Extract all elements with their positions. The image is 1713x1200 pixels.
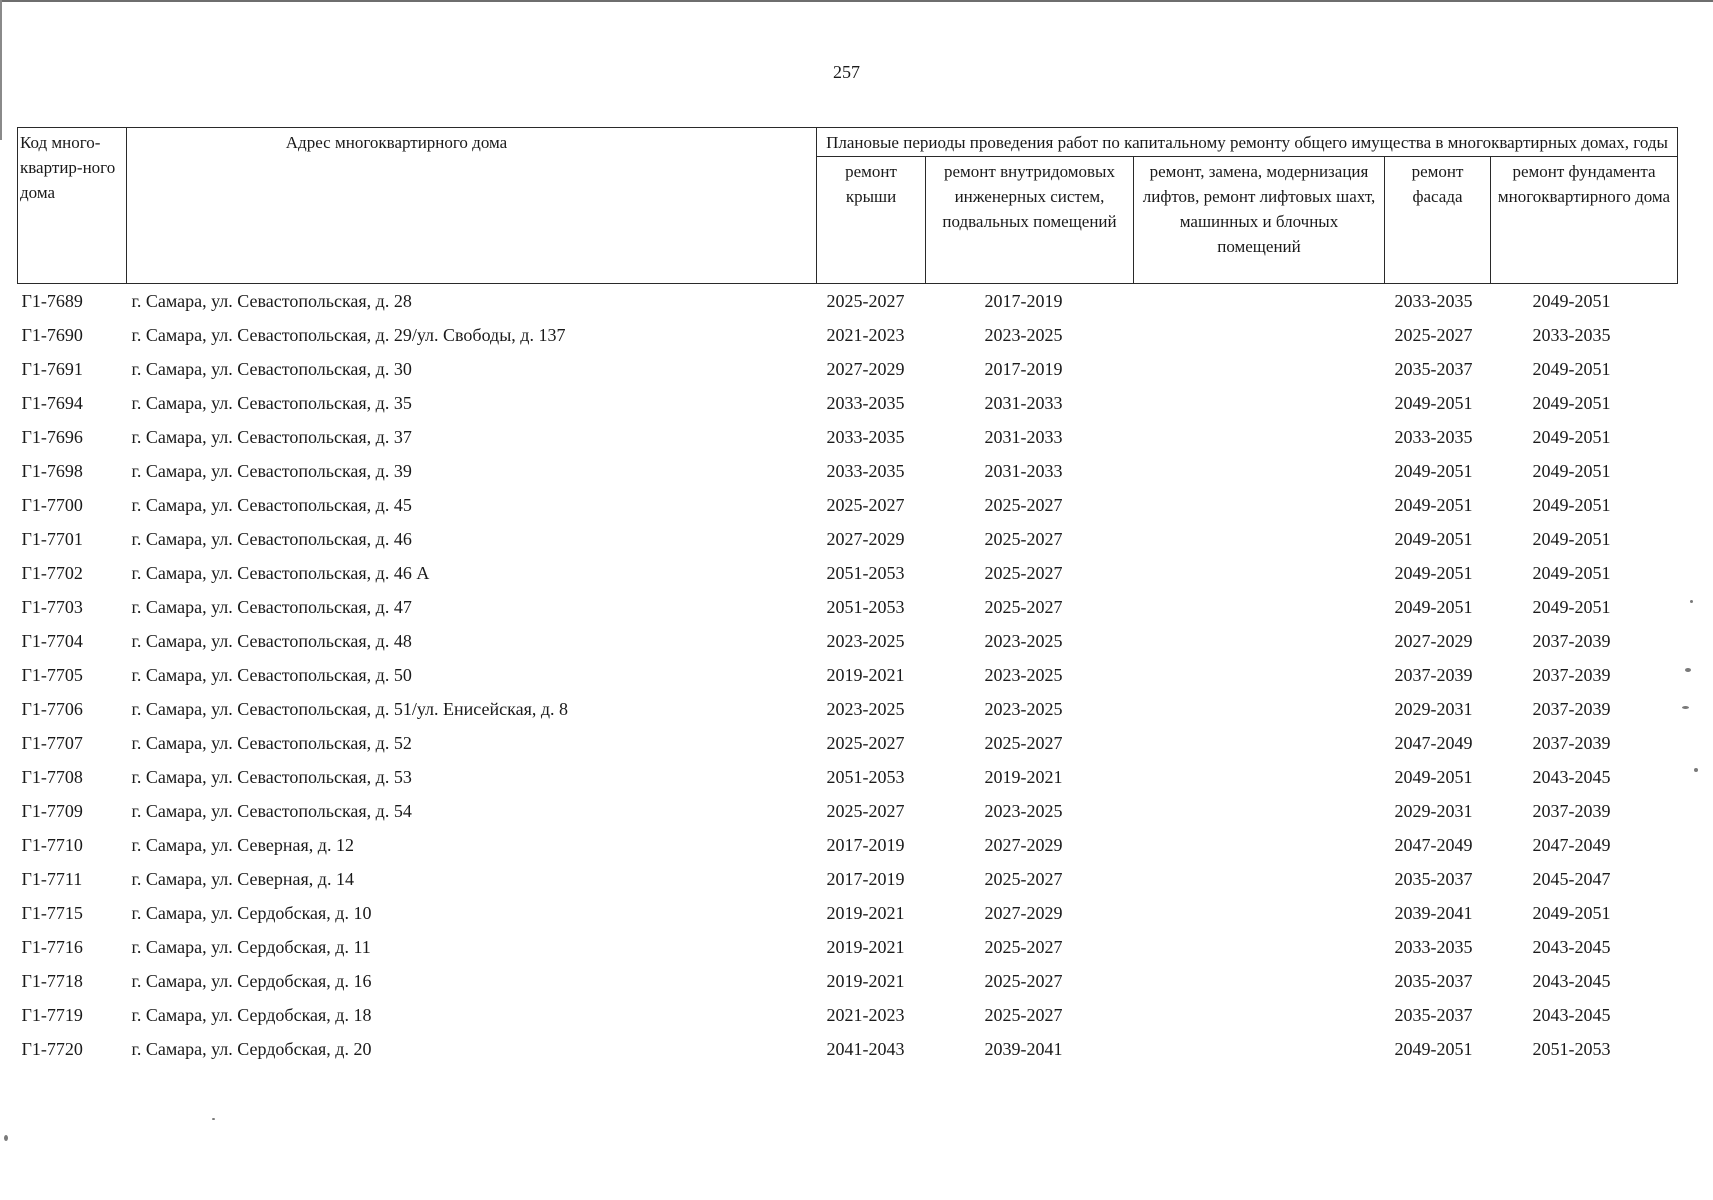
cell-foundation: 2049-2051: [1532, 494, 1611, 515]
cell-roof: 2019-2021: [826, 936, 905, 957]
cell-facade: 2029-2031: [1394, 800, 1473, 821]
cell-roof: 2019-2021: [826, 970, 905, 991]
cell-foundation: 2043-2045: [1532, 766, 1611, 787]
table-row: [18, 386, 1678, 420]
cell-elevators: [1134, 488, 1385, 522]
cell-foundation: 2049-2051: [1532, 290, 1611, 311]
cell-engineering: 2025-2027: [984, 868, 1063, 889]
cell-engineering: 2027-2029: [984, 834, 1063, 855]
cell-code: Г1-7720: [21, 1038, 83, 1059]
cell-engineering: 2031-2033: [984, 426, 1063, 447]
cell-elevators: [1134, 420, 1385, 454]
header-address: Адрес многоквартирного дома: [127, 128, 817, 284]
cell-code: Г1-7715: [21, 902, 83, 923]
cell-engineering: 2025-2027: [984, 970, 1063, 991]
cell-code: Г1-7702: [21, 562, 83, 583]
cell-facade: 2049-2051: [1394, 528, 1473, 549]
cell-facade: 2039-2041: [1394, 902, 1473, 923]
header-elevators: ремонт, замена, модернизация лифтов, ремонт лифтовых шахт, машинных и блочных помещений: [1134, 157, 1385, 284]
table-row: [18, 896, 1678, 930]
cell-facade: 2049-2051: [1394, 460, 1473, 481]
cell-address: г. Самара, ул. Сердобская, д. 20: [131, 1038, 372, 1059]
cell-elevators: [1134, 624, 1385, 658]
cell-engineering: 2025-2027: [984, 562, 1063, 583]
cell-roof: 2033-2035: [826, 426, 905, 447]
cell-code: Г1-7708: [21, 766, 83, 787]
cell-address: г. Самара, ул. Сердобская, д. 11: [131, 936, 371, 957]
cell-address: г. Самара, ул. Сердобская, д. 18: [131, 1004, 372, 1025]
page-left-border: [0, 0, 2, 140]
cell-address: г. Самара, ул. Севастопольская, д. 52: [131, 732, 412, 753]
table-row: [18, 454, 1678, 488]
table-row: [18, 352, 1678, 386]
cell-engineering: 2025-2027: [984, 528, 1063, 549]
cell-foundation: 2049-2051: [1532, 358, 1611, 379]
cell-code: Г1-7706: [21, 698, 83, 719]
cell-engineering: 2023-2025: [984, 698, 1063, 719]
cell-elevators: [1134, 318, 1385, 352]
table-row: [18, 930, 1678, 964]
cell-roof: 2027-2029: [826, 528, 905, 549]
header-roof: ремонт крыши: [817, 157, 926, 284]
cell-roof: 2051-2053: [826, 562, 905, 583]
scan-speck: [1690, 600, 1693, 603]
cell-elevators: [1134, 964, 1385, 998]
cell-elevators: [1134, 454, 1385, 488]
cell-code: Г1-7704: [21, 630, 83, 651]
cell-elevators: [1134, 284, 1385, 319]
cell-elevators: [1134, 352, 1385, 386]
cell-facade: 2027-2029: [1394, 630, 1473, 651]
header-engineering: ремонт внутридомовых инженерных систем, подвальных помещений: [926, 157, 1134, 284]
cell-roof: 2051-2053: [826, 766, 905, 787]
cell-foundation: 2049-2051: [1532, 528, 1611, 549]
table-row: [18, 862, 1678, 896]
cell-address: г. Самара, ул. Севастопольская, д. 29/ул. Свободы, д. 137: [131, 324, 566, 345]
cell-facade: 2049-2051: [1394, 1038, 1473, 1059]
cell-roof: 2027-2029: [826, 358, 905, 379]
scan-speck: [4, 1135, 8, 1141]
scan-speck: [1694, 768, 1698, 772]
cell-elevators: [1134, 692, 1385, 726]
cell-foundation: 2037-2039: [1532, 732, 1611, 753]
cell-address: г. Самара, ул. Севастопольская, д. 46 А: [131, 562, 430, 583]
cell-address: г. Самара, ул. Сердобская, д. 10: [131, 902, 372, 923]
cell-engineering: 2031-2033: [984, 392, 1063, 413]
cell-engineering: 2025-2027: [984, 494, 1063, 515]
table-row: [18, 1032, 1678, 1066]
cell-facade: 2049-2051: [1394, 494, 1473, 515]
cell-address: г. Самара, ул. Севастопольская, д. 51/ул. Енисейская, д. 8: [131, 698, 569, 719]
table-row: [18, 692, 1678, 726]
cell-facade: 2037-2039: [1394, 664, 1473, 685]
cell-elevators: [1134, 896, 1385, 930]
cell-foundation: 2049-2051: [1532, 562, 1611, 583]
cell-address: г. Самара, ул. Севастопольская, д. 30: [131, 358, 412, 379]
cell-engineering: 2017-2019: [984, 358, 1063, 379]
cell-code: Г1-7703: [21, 596, 83, 617]
cell-engineering: 2023-2025: [984, 800, 1063, 821]
cell-facade: 2049-2051: [1394, 392, 1473, 413]
cell-engineering: 2019-2021: [984, 766, 1063, 787]
table-row: [18, 624, 1678, 658]
cell-foundation: 2045-2047: [1532, 868, 1611, 889]
cell-address: г. Самара, ул. Севастопольская, д. 47: [131, 596, 412, 617]
cell-elevators: [1134, 556, 1385, 590]
cell-foundation: 2049-2051: [1532, 392, 1611, 413]
header-facade: ремонт фасада: [1385, 157, 1491, 284]
cell-roof: 2041-2043: [826, 1038, 905, 1059]
cell-address: г. Самара, ул. Севастопольская, д. 48: [131, 630, 412, 651]
cell-roof: 2019-2021: [826, 902, 905, 923]
cell-facade: 2049-2051: [1394, 766, 1473, 787]
scan-speck: [1685, 668, 1691, 672]
cell-elevators: [1134, 386, 1385, 420]
cell-address: г. Самара, ул. Севастопольская, д. 45: [131, 494, 412, 515]
cell-foundation: 2037-2039: [1532, 664, 1611, 685]
cell-roof: 2023-2025: [826, 698, 905, 719]
cell-engineering: 2023-2025: [984, 664, 1063, 685]
cell-code: Г1-7689: [21, 290, 83, 311]
cell-foundation: 2037-2039: [1532, 630, 1611, 651]
cell-foundation: 2043-2045: [1532, 970, 1611, 991]
cell-foundation: 2049-2051: [1532, 902, 1611, 923]
cell-roof: 2025-2027: [826, 494, 905, 515]
cell-code: Г1-7694: [21, 392, 83, 413]
cell-facade: 2033-2035: [1394, 936, 1473, 957]
cell-address: г. Самара, ул. Севастопольская, д. 50: [131, 664, 412, 685]
cell-engineering: 2027-2029: [984, 902, 1063, 923]
cell-facade: 2025-2027: [1394, 324, 1473, 345]
table-row: [18, 794, 1678, 828]
cell-code: Г1-7691: [21, 358, 83, 379]
cell-code: Г1-7719: [21, 1004, 83, 1025]
cell-engineering: 2023-2025: [984, 324, 1063, 345]
cell-code: Г1-7716: [21, 936, 83, 957]
cell-roof: 2025-2027: [826, 800, 905, 821]
cell-address: г. Самара, ул. Севастопольская, д. 28: [131, 290, 412, 311]
cell-address: г. Самара, ул. Севастопольская, д. 39: [131, 460, 412, 481]
cell-foundation: 2037-2039: [1532, 698, 1611, 719]
cell-foundation: 2043-2045: [1532, 1004, 1611, 1025]
cell-code: Г1-7701: [21, 528, 83, 549]
cell-roof: 2021-2023: [826, 324, 905, 345]
header-foundation: ремонт фундамента многоквартирного дома: [1491, 157, 1678, 284]
table-row: [18, 760, 1678, 794]
cell-engineering: 2039-2041: [984, 1038, 1063, 1059]
cell-roof: 2025-2027: [826, 732, 905, 753]
cell-facade: 2047-2049: [1394, 834, 1473, 855]
cell-facade: 2033-2035: [1394, 290, 1473, 311]
cell-code: Г1-7718: [21, 970, 83, 991]
cell-facade: 2035-2037: [1394, 1004, 1473, 1025]
cell-roof: 2025-2027: [826, 290, 905, 311]
page-number: 257: [833, 62, 860, 82]
cell-address: г. Самара, ул. Севастопольская, д. 54: [131, 800, 412, 821]
cell-facade: 2035-2037: [1394, 970, 1473, 991]
cell-address: г. Самара, ул. Севастопольская, д. 37: [131, 426, 412, 447]
cell-foundation: 2051-2053: [1532, 1038, 1611, 1059]
cell-facade: 2049-2051: [1394, 596, 1473, 617]
cell-code: Г1-7709: [21, 800, 83, 821]
cell-foundation: 2049-2051: [1532, 596, 1611, 617]
cell-roof: 2033-2035: [826, 392, 905, 413]
table-row: [18, 420, 1678, 454]
cell-elevators: [1134, 930, 1385, 964]
scan-speck: [212, 1118, 215, 1120]
cell-elevators: [1134, 862, 1385, 896]
cell-foundation: 2049-2051: [1532, 460, 1611, 481]
cell-address: г. Самара, ул. Северная, д. 14: [131, 868, 354, 889]
table-row: [18, 556, 1678, 590]
cell-elevators: [1134, 590, 1385, 624]
cell-roof: 2017-2019: [826, 868, 905, 889]
page-top-border: [0, 0, 1713, 2]
cell-engineering: 2025-2027: [984, 596, 1063, 617]
cell-roof: 2019-2021: [826, 664, 905, 685]
cell-code: Г1-7705: [21, 664, 83, 685]
cell-elevators: [1134, 828, 1385, 862]
cell-facade: 2035-2037: [1394, 868, 1473, 889]
cell-address: г. Самара, ул. Северная, д. 12: [131, 834, 354, 855]
cell-elevators: [1134, 658, 1385, 692]
cell-foundation: 2049-2051: [1532, 426, 1611, 447]
table-row: [18, 964, 1678, 998]
cell-code: Г1-7700: [21, 494, 83, 515]
scan-speck: [1682, 706, 1689, 709]
cell-foundation: 2043-2045: [1532, 936, 1611, 957]
cell-elevators: [1134, 760, 1385, 794]
cell-code: Г1-7690: [21, 324, 83, 345]
table-row: [18, 658, 1678, 692]
table-row: [18, 828, 1678, 862]
cell-roof: 2033-2035: [826, 460, 905, 481]
cell-facade: 2047-2049: [1394, 732, 1473, 753]
header-planned-periods: Плановые периоды проведения работ по капитальному ремонту общего имущества в многоквартирных домах, годы: [817, 128, 1678, 157]
table-row: [18, 522, 1678, 556]
cell-code: Г1-7698: [21, 460, 83, 481]
header-code: Код много-квартир-ного дома: [18, 128, 127, 284]
cell-engineering: 2025-2027: [984, 1004, 1063, 1025]
repair-schedule-table: [17, 127, 1678, 1066]
cell-engineering: 2025-2027: [984, 732, 1063, 753]
cell-facade: 2029-2031: [1394, 698, 1473, 719]
cell-elevators: [1134, 1032, 1385, 1066]
cell-address: г. Самара, ул. Севастопольская, д. 53: [131, 766, 412, 787]
cell-foundation: 2033-2035: [1532, 324, 1611, 345]
cell-foundation: 2037-2039: [1532, 800, 1611, 821]
cell-engineering: 2017-2019: [984, 290, 1063, 311]
cell-address: г. Самара, ул. Сердобская, д. 16: [131, 970, 372, 991]
cell-roof: 2051-2053: [826, 596, 905, 617]
cell-engineering: 2025-2027: [984, 936, 1063, 957]
cell-code: Г1-7707: [21, 732, 83, 753]
cell-foundation: 2047-2049: [1532, 834, 1611, 855]
cell-roof: 2023-2025: [826, 630, 905, 651]
table-body: [18, 284, 1678, 1067]
cell-elevators: [1134, 522, 1385, 556]
cell-facade: 2049-2051: [1394, 562, 1473, 583]
cell-facade: 2033-2035: [1394, 426, 1473, 447]
cell-elevators: [1134, 726, 1385, 760]
table-header: [18, 128, 1678, 284]
cell-code: Г1-7696: [21, 426, 83, 447]
table-row: [18, 590, 1678, 624]
table-row: [18, 488, 1678, 522]
cell-engineering: 2031-2033: [984, 460, 1063, 481]
cell-roof: 2017-2019: [826, 834, 905, 855]
cell-elevators: [1134, 794, 1385, 828]
cell-facade: 2035-2037: [1394, 358, 1473, 379]
cell-engineering: 2023-2025: [984, 630, 1063, 651]
table-row: [18, 726, 1678, 760]
table-row: [18, 318, 1678, 352]
table-row: [18, 998, 1678, 1032]
cell-address: г. Самара, ул. Севастопольская, д. 46: [131, 528, 412, 549]
cell-code: Г1-7710: [21, 834, 83, 855]
cell-elevators: [1134, 998, 1385, 1032]
cell-roof: 2021-2023: [826, 1004, 905, 1025]
table-row: [18, 284, 1678, 319]
cell-code: Г1-7711: [21, 868, 83, 889]
cell-address: г. Самара, ул. Севастопольская, д. 35: [131, 392, 412, 413]
